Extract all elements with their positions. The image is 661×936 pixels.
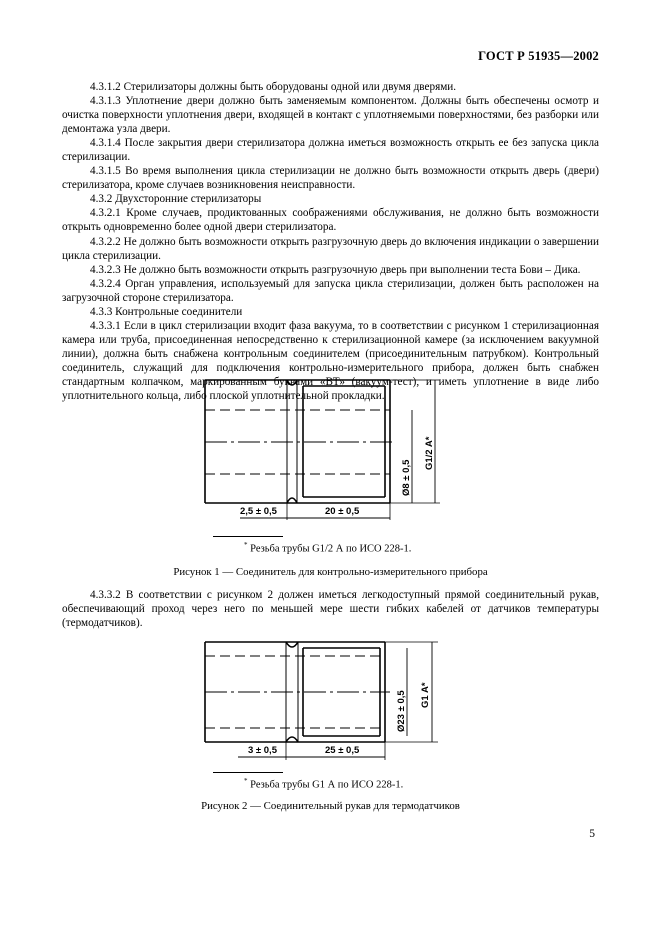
figure-2 [0, 640, 661, 820]
footnote-rule [213, 772, 283, 773]
figure-1-diameter-dim: Ø8 ± 0,5 [401, 459, 412, 496]
figure-2-diameter-dim: Ø23 ± 0,5 [396, 690, 407, 732]
figure-2-footnote: * Резьба трубы G1 А по ИСО 228-1. [244, 777, 404, 791]
figure-1-caption: Рисунок 1 — Соединитель для контрольно-измерительного прибора [173, 566, 488, 578]
figure-1-groove-dim: 2,5 ± 0,5 [240, 506, 277, 517]
paragraph: 4.3.1.4 После закрытия двери стерилизатора должна иметься возможность открыть ее без запуска цикла стерилизации. [62, 137, 599, 164]
figure-2-groove-dim: 3 ± 0,5 [248, 745, 277, 756]
figure-1-thread-dim: G1/2 A* [424, 436, 435, 470]
figure-1-footnote: * Резьба трубы G1/2 А по ИСО 228-1. [244, 541, 412, 555]
document-header: ГОСТ Р 51935—2002 [478, 49, 599, 63]
paragraph: 4.3.1.2 Стерилизаторы должны быть оборудованы одной или двумя дверями. [90, 81, 457, 93]
section-heading: 4.3.2 Двухсторонние стерилизаторы [90, 193, 262, 206]
paragraph: 4.3.2.2 Не должно быть возможности открыть разгрузочную дверь до включения индикации о завершении цикла стерилизации. [62, 235, 599, 262]
figure-2-drawing [0, 640, 661, 770]
section-heading: 4.3.3 Контрольные соединители [90, 305, 243, 318]
paragraph: 4.3.2.1 Кроме случаев, продиктованных соображениями обслуживания, не должно быть возможности открыть одновременно более одной двери стерилизатора. [62, 207, 599, 234]
body-text [62, 80, 599, 403]
body-text-2 [62, 588, 599, 630]
paragraph: 4.3.3.1 Если в цикл стерилизации входит фаза вакуума, то в соответствии с рисунком 1 стерилизационная камера или труба, присоединенная непосредственно к стерилизационной камере (за исключением вакуумной линии), должна быть снабжена контрольным соединителем (присоединительным патрубком). Контрольный соединитель, служащий для подключения контрольно-измерительного прибора, должен быть снабжен стандартным колпачком, маркированным буквами «ВТ» (вакуум-тест), и иметь уплотнение в виде либо уплотнительного кольца, либо плоской уплотнительной прокладки. [62, 319, 599, 403]
paragraph: 4.3.1.5 Во время выполнения цикла стерилизации не должно быть возможности открыть дверь (двери) стерилизатора, кроме случаев возникновения неисправности. [62, 165, 599, 192]
figure-1-length-dim: 20 ± 0,5 [325, 506, 360, 517]
figure-2-thread-dim: G1 A* [420, 682, 431, 708]
paragraph: 4.3.1.3 Уплотнение двери должно быть заменяемым компонентом. Должны быть обеспечены осмотр и очистка поверхности уплотнения двери, входящей в контакт с уплотняемыми поверхностями, без разборки или демонтажа узла двери. [62, 95, 599, 136]
figure-1-drawing [0, 378, 661, 528]
footnote-rule [213, 536, 283, 537]
paragraph: 4.3.2.3 Не должно быть возможности открыть разгрузочную дверь при выполнении теста Бови – Дика. [90, 263, 581, 276]
page-number: 5 [589, 828, 595, 840]
figure-2-caption: Рисунок 2 — Соединительный рукав для термодатчиков [201, 800, 460, 812]
figure-1 [0, 378, 661, 578]
figure-2-length-dim: 25 ± 0,5 [325, 745, 360, 756]
paragraph: 4.3.3.2 В соответствии с рисунком 2 должен иметься легкодоступный прямой соединительный рукав, обеспечивающий проход через него по меньшей мере шести гибких кабелей от датчиков температуры (термодатчиков). [62, 589, 599, 630]
paragraph: 4.3.2.4 Орган управления, используемый для запуска цикла стерилизации, должен быть расположен на загрузочной стороне стерилизатора. [62, 277, 599, 304]
